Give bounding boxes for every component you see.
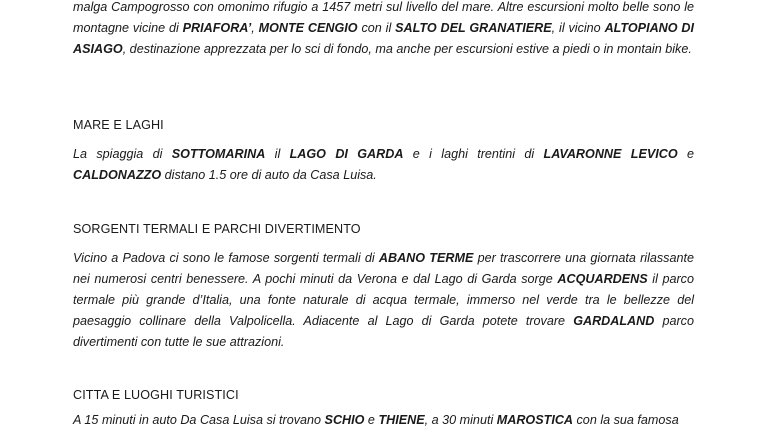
place-name: LAGO DI GARDA <box>289 147 404 161</box>
text-run: con il <box>357 21 396 35</box>
section-heading-citta-e-luoghi-turistici: CITTA E LUOGHI TURISTICI <box>73 388 239 402</box>
text-run: La spiaggia di <box>73 147 172 161</box>
text-run: , <box>251 21 259 35</box>
place-name: CALDONAZZO <box>73 168 162 182</box>
place-name: THIENE <box>378 413 425 427</box>
section-paragraph-mare-e-laghi <box>73 144 694 186</box>
text-run: con la sua famosa <box>573 413 679 427</box>
place-name: ALTOPIANO DI ASIAGO <box>73 21 695 56</box>
section-paragraph-citta-e-luoghi-turistici <box>73 410 694 431</box>
text-run: distano 1.5 ore di auto da Casa Luisa. <box>161 168 377 182</box>
place-name: MONTE CENGIO <box>258 21 358 35</box>
text-run: per trascorrere una giornata rilassante nei numerosi centri benessere. A pochi minuti da Verona e dal Lago di Garda sorge <box>73 251 694 286</box>
text-run: A 15 minuti in auto Da Casa Luisa si trovano <box>73 413 325 427</box>
place-name: SOTTOMARINA <box>171 147 266 161</box>
section-paragraph-sorgenti-termali <box>73 248 694 353</box>
place-name: GARDALAND <box>573 314 655 328</box>
text-run: parco divertimenti con tutte le sue attrazioni. <box>73 314 694 349</box>
text-run: e <box>364 413 379 427</box>
place-name: PRIAFORA’ <box>182 21 252 35</box>
place-name: SCHIO <box>324 413 365 427</box>
text-run: il parco termale più grande d’Italia, una fonte naturale di acqua termale, immerso nel verde tra le bellezze del paesaggio collinare della Valpolicella. Adiacente al Lago di Garda potete trovare <box>73 272 694 328</box>
section-heading-mare-e-laghi: MARE E LAGHI <box>73 118 164 132</box>
place-name: ABANO TERME <box>378 251 474 265</box>
text-run: malga Campogrosso con omonimo rifugio a 1457 metri sul livello del mare. Altre escursioni molto belle sono le montagne vicine di <box>73 0 694 35</box>
place-name: LAVARONNE LEVICO <box>543 147 678 161</box>
text-run: e i laghi trentini di <box>403 147 544 161</box>
intro-paragraph <box>73 0 694 60</box>
text-run: , a 30 minuti <box>424 413 497 427</box>
section-heading-sorgenti-termali: SORGENTI TERMALI E PARCHI DIVERTIMENTO <box>73 222 361 236</box>
text-run: e <box>677 147 694 161</box>
place-name: MAROSTICA <box>496 413 574 427</box>
text-run: , il vicino <box>551 21 605 35</box>
place-name: ACQUARDENS <box>557 272 648 286</box>
text-run: il <box>265 147 290 161</box>
place-name: SALTO DEL GRANATIERE <box>395 21 552 35</box>
text-run: Vicino a Padova ci sono le famose sorgenti termali di <box>73 251 379 265</box>
text-run: , destinazione apprezzata per lo sci di fondo, ma anche per escursioni estive a piedi o in montain bike. <box>122 42 692 56</box>
